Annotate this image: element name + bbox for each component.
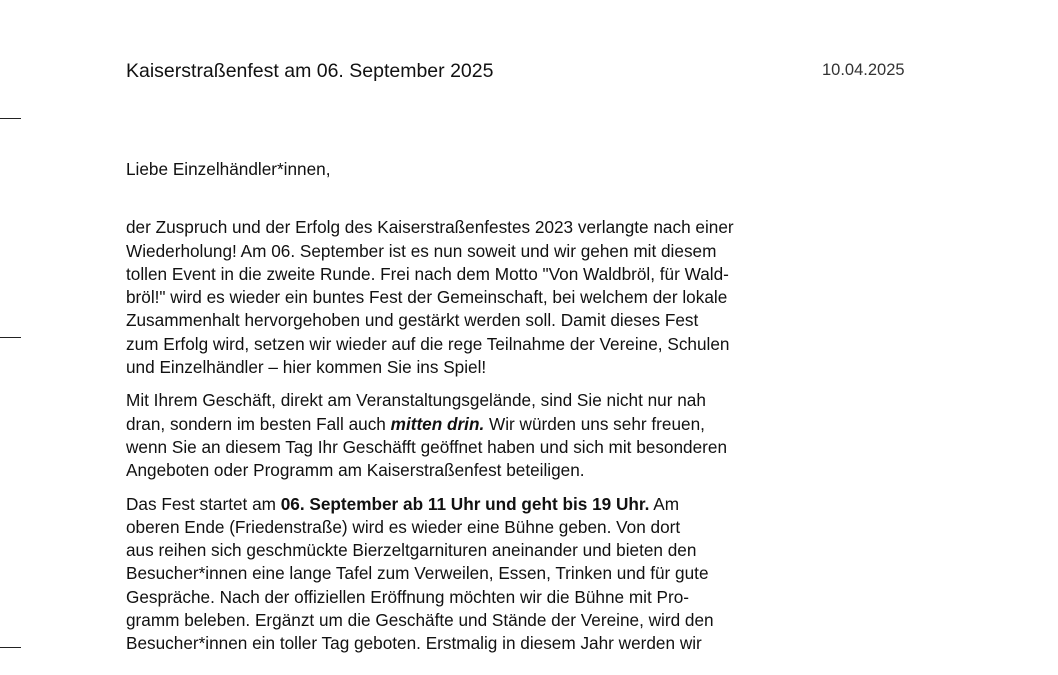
text-line: Besucher*innen eine lange Tafel zum Verweilen, Essen, Trinken und für gute [126, 563, 709, 584]
text-line: Zusammenhalt hervorgehoben und gestärkt werden soll. Damit dieses Fest [126, 310, 699, 331]
emphasis-text: mitten drin. [390, 413, 485, 434]
text-line: gramm beleben. Ergänzt um die Geschäfte und Stände der Vereine, wird den [126, 610, 714, 631]
paragraph-2 [126, 389, 826, 482]
paragraph-1 [126, 216, 826, 379]
fold-mark-bottom [0, 647, 21, 648]
text-line: und Einzelhändler – hier kommen Sie ins Spiel! [126, 357, 487, 378]
text-line: bröl!" wird es wieder ein buntes Fest der Gemeinschaft, bei welchem der lokale [126, 287, 728, 308]
paragraph-3 [126, 493, 826, 656]
fold-mark-top [0, 118, 21, 119]
text-line [126, 493, 826, 516]
letter-body [126, 158, 826, 666]
text-line: oberen Ende (Friedenstraße) wird es wieder eine Bühne geben. Von dort [126, 516, 681, 537]
fold-mark-middle [0, 337, 21, 338]
text-line: Besucher*innen ein toller Tag geboten. Erstmalig in diesem Jahr werden wir [126, 633, 702, 654]
text-segment: dran, sondern im besten Fall auch [126, 413, 391, 434]
text-line: tollen Event in die zweite Runde. Frei nach dem Motto "Von Waldbröl, für Wald- [126, 263, 729, 284]
letter-date: 10.04.2025 [822, 61, 905, 79]
text-line: aus reihen sich geschmückte Bierzeltgarnituren aneinander und bieten den [126, 540, 697, 561]
text-line: Angeboten oder Programm am Kaiserstraßenfest beteiligen. [126, 460, 585, 481]
bold-text: 06. September ab 11 Uhr und geht bis 19 Uhr. [280, 493, 650, 514]
text-line: Mit Ihrem Geschäft, direkt am Veranstaltungsgelände, sind Sie nicht nur nah [126, 390, 706, 411]
salutation: Liebe Einzelhändler*innen, [126, 159, 331, 179]
letter-title: Kaiserstraßenfest am 06. September 2025 [126, 60, 494, 82]
text-segment: Am [649, 493, 680, 514]
text-segment: Das Fest startet am [126, 493, 281, 514]
text-line [126, 413, 826, 436]
text-line: zum Erfolg wird, setzen wir wieder auf die rege Teilnahme der Vereine, Schulen [126, 333, 730, 354]
text-line: der Zuspruch und der Erfolg des Kaiserstraßenfestes 2023 verlangte nach einer [126, 217, 734, 238]
text-line: wenn Sie an diesem Tag Ihr Geschäfft geöffnet haben und sich mit besonderen [126, 436, 728, 457]
text-line: Wiederholung! Am 06. September ist es nun soweit und wir gehen mit diesem [126, 240, 717, 261]
text-line: Gespräche. Nach der offiziellen Eröffnung möchten wir die Bühne mit Pro- [126, 586, 690, 607]
text-segment: Wir würden uns sehr freuen, [484, 413, 705, 434]
